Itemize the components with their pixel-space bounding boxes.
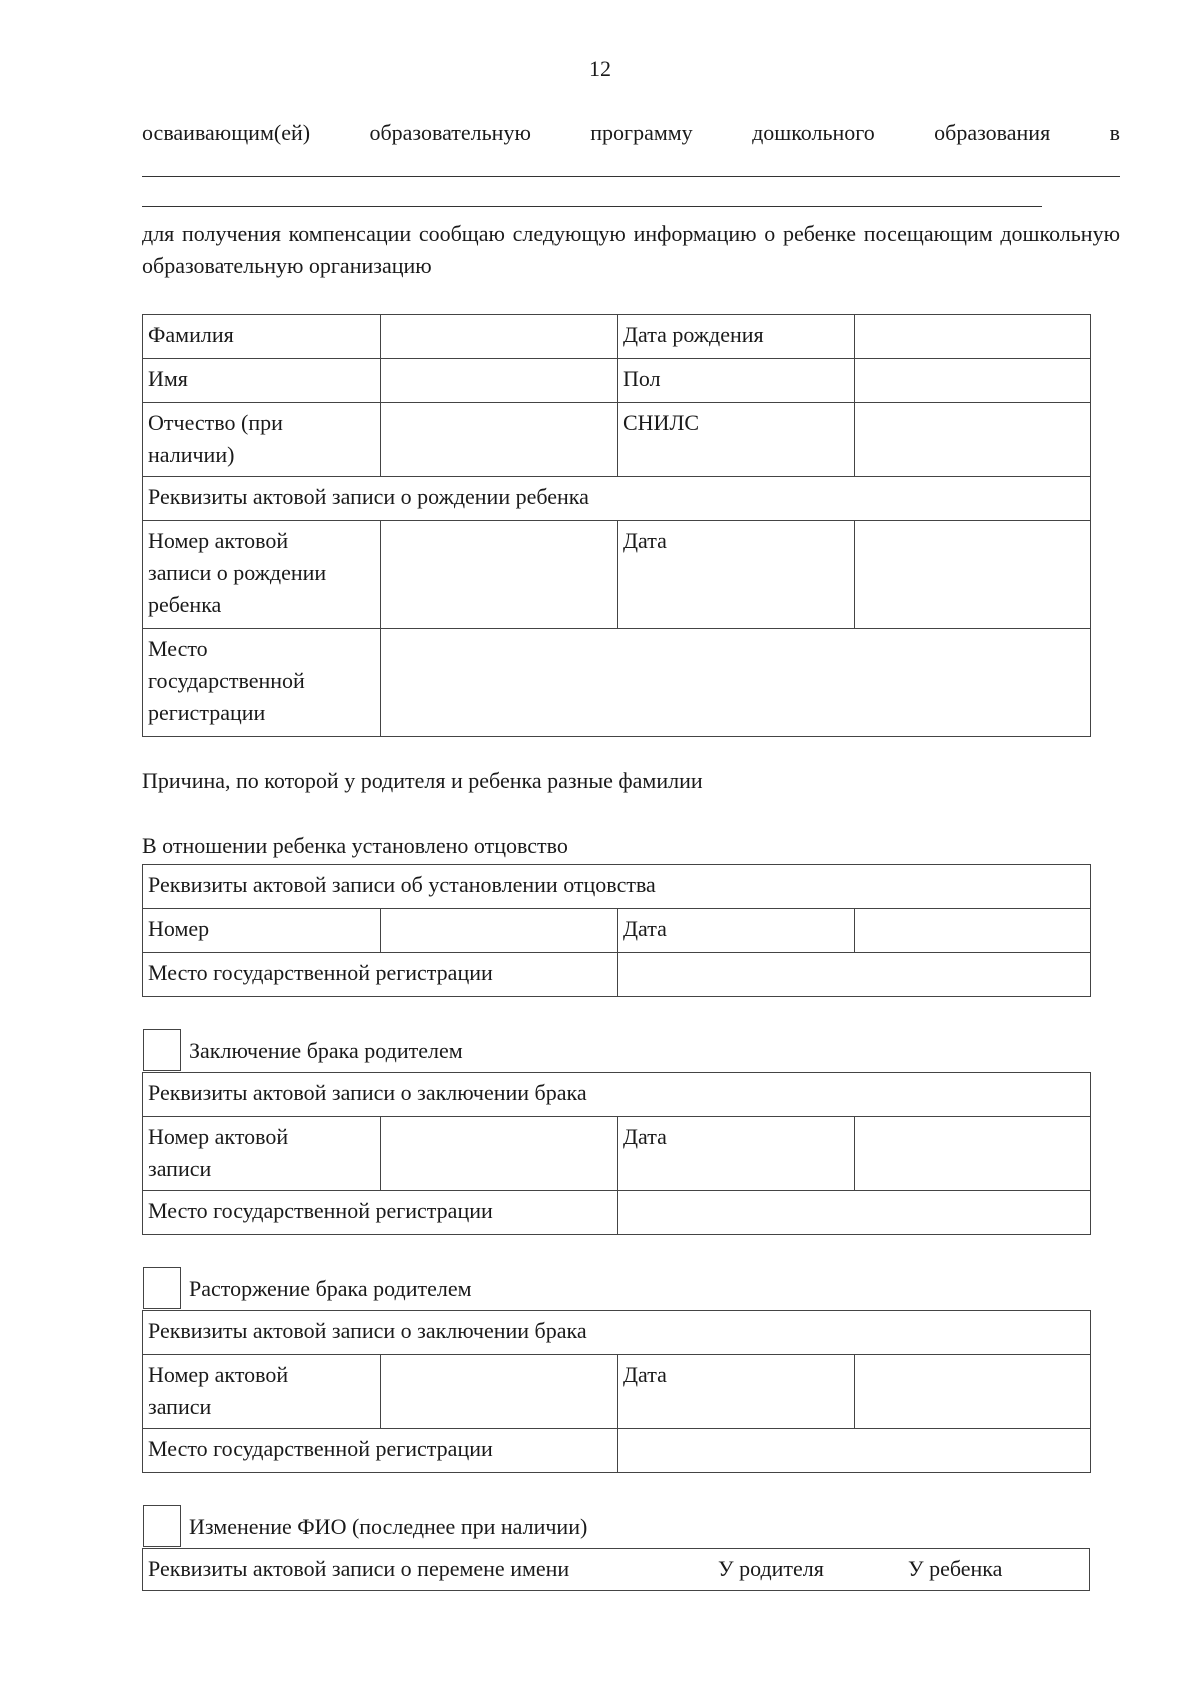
- first-name-label: Имя: [143, 359, 381, 403]
- birth-record-header: Реквизиты актовой записи о рождении ребенка: [143, 477, 1091, 521]
- last-name-label: Фамилия: [143, 315, 381, 359]
- divorce-number-label: [143, 1355, 381, 1429]
- paternity-record-header: Реквизиты актовой записи об установлении отцовства: [143, 865, 1091, 909]
- patronymic-label-line: наличии): [148, 442, 235, 467]
- page-number: 12: [589, 56, 611, 81]
- name-change-row: [143, 1549, 1090, 1591]
- paternity-number-label: Номер: [143, 909, 381, 953]
- registration-place-label: [143, 629, 381, 737]
- registration-place-label-line: регистрации: [148, 700, 266, 725]
- registration-place-field[interactable]: [381, 629, 1091, 737]
- paternity-date-field[interactable]: [855, 909, 1091, 953]
- marriage-checkbox-label: Заключение брака родителем: [189, 1038, 463, 1063]
- record-number-field[interactable]: [381, 521, 618, 629]
- marriage-number-label-line: записи: [148, 1156, 212, 1181]
- intro-word: программу: [590, 120, 693, 145]
- divorce-checkbox-label: Расторжение брака родителем: [189, 1276, 472, 1301]
- record-number-label-line: ребенка: [148, 592, 222, 617]
- patronymic-field[interactable]: [381, 403, 618, 477]
- divorce-number-label-line: записи: [148, 1394, 212, 1419]
- child-info-table: [142, 314, 1091, 737]
- record-number-label: [143, 521, 381, 629]
- name-change-checkbox-label: Изменение ФИО (последнее при наличии): [189, 1514, 588, 1539]
- marriage-number-label: [143, 1117, 381, 1191]
- divorce-date-label: Дата: [618, 1355, 855, 1429]
- birth-date-field[interactable]: [855, 315, 1091, 359]
- registration-place-label-line: государственной: [148, 668, 305, 693]
- name-change-checkbox[interactable]: [143, 1505, 181, 1547]
- birth-date-label: Дата рождения: [618, 315, 855, 359]
- gender-field[interactable]: [855, 359, 1091, 403]
- paternity-table: [142, 864, 1091, 997]
- fill-in-line[interactable]: [142, 176, 1120, 177]
- intro-word: образования: [934, 120, 1051, 145]
- divorce-number-field[interactable]: [381, 1355, 618, 1429]
- record-number-label-line: записи о рождении: [148, 560, 327, 585]
- intro-line: [142, 120, 1120, 146]
- name-change-child-label: У ребенка: [908, 1556, 1003, 1581]
- divorce-date-field[interactable]: [855, 1355, 1091, 1429]
- fill-in-line[interactable]: [142, 206, 1042, 207]
- name-change-table: [142, 1548, 1090, 1591]
- snils-field[interactable]: [855, 403, 1091, 477]
- patronymic-label-line: Отчество (при: [148, 410, 283, 435]
- info-paragraph: для получения компенсации сообщаю следующую информацию о ребенке посещающим дошкольную образовательную организацию: [142, 221, 1120, 278]
- gender-label: Пол: [618, 359, 855, 403]
- snils-label: СНИЛС: [618, 403, 855, 477]
- divorce-place-field[interactable]: [618, 1429, 1091, 1473]
- marriage-checkbox[interactable]: [143, 1029, 181, 1071]
- marriage-date-field[interactable]: [855, 1117, 1091, 1191]
- intro-word: дошкольного: [752, 120, 875, 145]
- divorce-checkbox[interactable]: [143, 1267, 181, 1309]
- patronymic-label: [143, 403, 381, 477]
- last-name-field[interactable]: [381, 315, 618, 359]
- paternity-number-field[interactable]: [381, 909, 618, 953]
- record-number-label-line: Номер актовой: [148, 528, 289, 553]
- paternity-place-label: Место государственной регистрации: [143, 953, 618, 997]
- marriage-place-field[interactable]: [618, 1191, 1091, 1235]
- name-change-row-content: [148, 1553, 1084, 1585]
- marriage-table: [142, 1072, 1091, 1235]
- divorce-place-label: Место государственной регистрации: [143, 1429, 618, 1473]
- marriage-record-header: Реквизиты актовой записи о заключении брака: [143, 1073, 1091, 1117]
- name-change-parent-label: У родителя: [718, 1556, 824, 1581]
- divorce-number-label-line: Номер актовой: [148, 1362, 289, 1387]
- paternity-place-field[interactable]: [618, 953, 1091, 997]
- marriage-number-label-line: Номер актовой: [148, 1124, 289, 1149]
- record-date-field[interactable]: [855, 521, 1091, 629]
- registration-place-label-line: Место: [148, 636, 208, 661]
- intro-word: в: [1109, 120, 1120, 145]
- record-date-label: Дата: [618, 521, 855, 629]
- name-change-record-header: Реквизиты актовой записи о перемене имени: [148, 1556, 570, 1581]
- marriage-number-field[interactable]: [381, 1117, 618, 1191]
- intro-word: образовательную: [369, 120, 531, 145]
- intro-word: осваивающим(ей): [142, 120, 311, 145]
- surname-reason-text: Причина, по которой у родителя и ребенка разные фамилии: [142, 768, 703, 793]
- first-name-field[interactable]: [381, 359, 618, 403]
- divorce-table: [142, 1310, 1091, 1473]
- divorce-record-header: Реквизиты актовой записи о заключении брака: [143, 1311, 1091, 1355]
- paternity-date-label: Дата: [618, 909, 855, 953]
- marriage-place-label: Место государственной регистрации: [143, 1191, 618, 1235]
- paternity-heading: В отношении ребенка установлено отцовство: [142, 833, 568, 858]
- marriage-date-label: Дата: [618, 1117, 855, 1191]
